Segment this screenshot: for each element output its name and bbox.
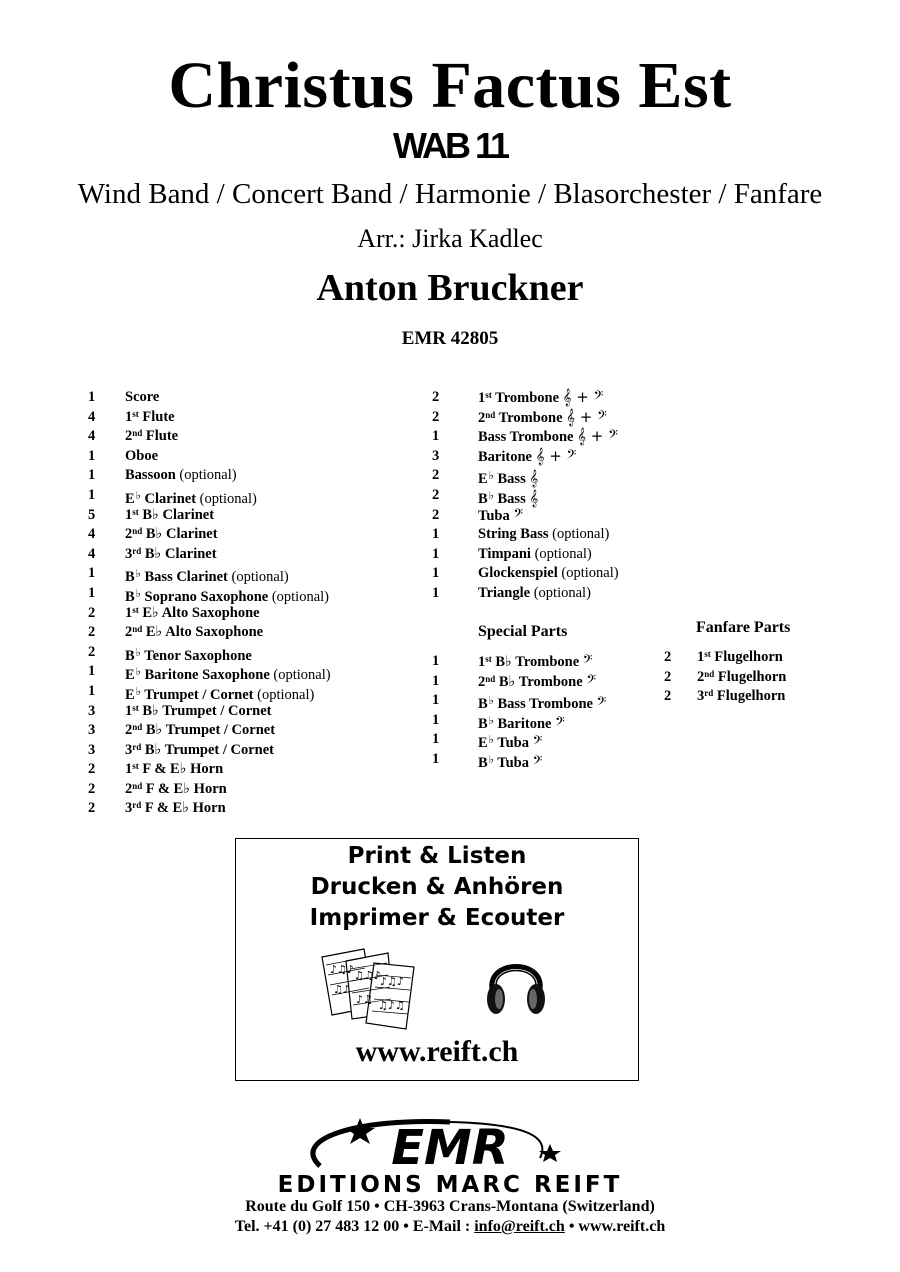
part-quantity: 1 bbox=[432, 692, 440, 709]
part-quantity: 2 bbox=[88, 800, 96, 817]
fanfare-parts-heading: Fanfare Parts bbox=[696, 619, 791, 636]
svg-text:♫♪: ♫♪ bbox=[333, 983, 350, 996]
part-name: Tuba 𝄢 bbox=[478, 505, 523, 524]
part-name: E♭ Baritone Saxophone (optional) bbox=[125, 665, 331, 684]
special-parts-heading: Special Parts bbox=[478, 623, 568, 640]
part-quantity: 2 bbox=[432, 506, 440, 523]
clef-icon: 𝄢 bbox=[596, 694, 607, 713]
part-name: E♭ Clarinet (optional) bbox=[125, 488, 257, 507]
part-name: B♭ Soprano Saxophone (optional) bbox=[125, 586, 330, 605]
part-quantity: 1 bbox=[432, 731, 440, 748]
part-quantity: 1 bbox=[432, 653, 440, 669]
part-name: 2nd B♭ Clarinet bbox=[125, 526, 218, 543]
part-name: 3rd Flugelhorn bbox=[697, 688, 786, 705]
part-name: Triangle (optional) bbox=[478, 584, 591, 601]
part-name: Bass Trombone 𝄞 + 𝄢 bbox=[478, 427, 618, 446]
clef-icon: 𝄞 bbox=[529, 488, 539, 507]
publisher-contact bbox=[0, 1218, 900, 1236]
clef-icon: 𝄢 bbox=[555, 713, 565, 732]
part-quantity: 4 bbox=[88, 408, 96, 425]
print-listen-box bbox=[235, 838, 639, 1081]
part-quantity: 2 bbox=[432, 408, 440, 425]
clef-icon: 𝄞 + 𝄢 bbox=[535, 446, 577, 465]
part-name: B♭ Bass Trombone 𝄢 bbox=[478, 694, 607, 713]
part-name: B♭ Tenor Saxophone bbox=[125, 645, 252, 664]
part-quantity: 2 bbox=[88, 604, 96, 621]
part-name: 2nd Trombone 𝄞 + 𝄢 bbox=[478, 407, 607, 426]
clef-icon: 𝄢 bbox=[532, 733, 543, 752]
part-name: B♭ Bass Clarinet (optional) bbox=[125, 567, 289, 586]
svg-text:♫♪♫: ♫♪♫ bbox=[378, 999, 405, 1012]
part-name: B♭ Bass 𝄞 bbox=[478, 488, 539, 507]
svg-text:♫♫♪: ♫♫♪ bbox=[354, 969, 381, 982]
part-quantity: 1 bbox=[88, 584, 96, 601]
part-name: 3rd F & E♭ Horn bbox=[125, 800, 226, 817]
clef-icon: 𝄢 bbox=[532, 752, 543, 771]
part-quantity: 1 bbox=[432, 711, 440, 728]
part-name: Score bbox=[125, 389, 160, 405]
part-quantity: 2 bbox=[88, 624, 96, 641]
part-name: 2nd Flute bbox=[125, 428, 179, 445]
promo-line-german: Drucken & Anhören bbox=[310, 874, 564, 900]
part-name: Oboe bbox=[125, 447, 159, 464]
part-quantity: 4 bbox=[88, 545, 96, 562]
svg-text:♪♫♪: ♪♫♪ bbox=[380, 975, 404, 988]
part-quantity: 2 bbox=[88, 780, 96, 797]
clef-icon: 𝄞 bbox=[529, 469, 539, 488]
part-name: B♭ Tuba 𝄢 bbox=[478, 752, 543, 771]
part-quantity: 2 bbox=[664, 688, 672, 705]
part-name: 1st B♭ Clarinet bbox=[125, 506, 215, 523]
contact-email-link[interactable]: info@reift.ch bbox=[474, 1218, 565, 1235]
part-name: 1st F & E♭ Horn bbox=[125, 761, 224, 778]
part-quantity: 2 bbox=[432, 467, 440, 484]
part-quantity: 1 bbox=[88, 565, 96, 582]
arranger-line: Arr.: Jirka Kadlec bbox=[357, 224, 543, 253]
headphones-icon bbox=[484, 945, 548, 1021]
clef-icon: 𝄞 + 𝄢 bbox=[566, 407, 607, 426]
part-quantity: 1 bbox=[432, 750, 440, 767]
svg-text:♪♫♪: ♪♫♪ bbox=[330, 963, 354, 976]
part-name: String Bass (optional) bbox=[478, 526, 610, 543]
publisher-address: Route du Golf 150 • CH-3963 Crans-Montana (Switzerland) bbox=[245, 1198, 655, 1215]
promo-line-french: Imprimer & Ecouter bbox=[309, 905, 565, 931]
part-name: Timpani (optional) bbox=[478, 545, 592, 562]
part-quantity: 2 bbox=[432, 389, 440, 405]
part-quantity: 4 bbox=[88, 428, 96, 445]
part-name: 1st E♭ Alto Saxophone bbox=[125, 604, 260, 621]
part-name: 1st Flugelhorn bbox=[697, 649, 783, 665]
part-name: 1st Flute bbox=[125, 408, 175, 425]
part-quantity: 1 bbox=[88, 389, 96, 405]
ensemble-line: Wind Band / Concert Band / Harmonie / Blasorchester / Fanfare bbox=[77, 178, 823, 210]
part-name: Bassoon (optional) bbox=[125, 467, 237, 484]
part-quantity: 3 bbox=[432, 447, 440, 464]
part-quantity: 2 bbox=[664, 649, 672, 665]
promo-line-english: Print & Listen bbox=[347, 843, 527, 869]
part-name: E♭ Tuba 𝄢 bbox=[478, 733, 543, 752]
part-quantity: 1 bbox=[88, 663, 96, 680]
part-name: Baritone 𝄞 + 𝄢 bbox=[478, 446, 577, 465]
part-name: E♭ Bass 𝄞 bbox=[478, 469, 539, 488]
part-quantity: 4 bbox=[88, 526, 96, 543]
part-quantity: 1 bbox=[432, 526, 440, 543]
part-quantity: 3 bbox=[88, 702, 96, 719]
clef-icon: 𝄞 + 𝄢 bbox=[562, 388, 604, 406]
part-quantity: 2 bbox=[432, 486, 440, 503]
part-quantity: 3 bbox=[88, 741, 96, 758]
part-name: 2nd B♭ Trumpet / Cornet bbox=[125, 722, 276, 739]
sheet-music-icon bbox=[318, 947, 428, 1035]
part-name: 2nd B♭ Trombone 𝄢 bbox=[478, 671, 596, 690]
part-name: 3rd B♭ Clarinet bbox=[125, 545, 217, 562]
part-quantity: 2 bbox=[664, 668, 672, 685]
promo-website-link[interactable]: www.reift.ch bbox=[355, 1035, 519, 1068]
emr-logo-text: EMR bbox=[391, 1120, 509, 1174]
part-quantity: 5 bbox=[88, 506, 96, 523]
part-name: 1st B♭ Trombone 𝄢 bbox=[478, 652, 593, 670]
part-name: 2nd E♭ Alto Saxophone bbox=[125, 624, 264, 641]
publisher-name: EDITIONS MARC REIFT bbox=[277, 1172, 623, 1198]
part-name: 2nd Flugelhorn bbox=[697, 668, 787, 685]
composer-name: Anton Bruckner bbox=[316, 267, 584, 309]
work-catalogue-number: WAB 11 bbox=[392, 125, 508, 166]
part-quantity: 1 bbox=[432, 672, 440, 689]
clef-icon: 𝄢 bbox=[586, 671, 596, 690]
part-quantity: 1 bbox=[432, 584, 440, 601]
clef-icon: 𝄞 + 𝄢 bbox=[577, 427, 618, 446]
part-name: B♭ Baritone 𝄢 bbox=[478, 713, 565, 732]
part-name: 1st Trombone 𝄞 + 𝄢 bbox=[478, 388, 604, 406]
part-quantity: 2 bbox=[88, 761, 96, 778]
clef-icon: 𝄢 bbox=[582, 652, 593, 670]
part-quantity: 1 bbox=[432, 565, 440, 582]
svg-text:♪♫: ♪♫ bbox=[356, 993, 373, 1006]
part-quantity: 1 bbox=[88, 486, 96, 503]
contact-website: • www.reift.ch bbox=[564, 1218, 666, 1235]
part-name: 2nd F & E♭ Horn bbox=[125, 780, 227, 797]
part-quantity: 1 bbox=[432, 545, 440, 562]
part-quantity: 1 bbox=[88, 447, 96, 464]
clef-icon: 𝄢 bbox=[513, 505, 523, 524]
emr-logo bbox=[300, 1108, 600, 1174]
part-quantity: 1 bbox=[88, 467, 96, 484]
contact-phone: Tel. +41 (0) 27 483 12 00 • E-Mail : bbox=[234, 1218, 475, 1235]
page-title: Christus Factus Est bbox=[168, 49, 732, 122]
part-name: 3rd B♭ Trumpet / Cornet bbox=[125, 741, 275, 758]
part-quantity: 1 bbox=[432, 428, 440, 445]
part-name: Glockenspiel (optional) bbox=[478, 565, 619, 582]
part-quantity: 2 bbox=[88, 643, 96, 660]
edition-number: EMR 42805 bbox=[401, 328, 499, 349]
part-name: E♭ Trumpet / Cornet (optional) bbox=[125, 684, 315, 703]
part-quantity: 1 bbox=[88, 682, 96, 699]
part-name: 1st B♭ Trumpet / Cornet bbox=[125, 702, 272, 719]
part-quantity: 3 bbox=[88, 722, 96, 739]
